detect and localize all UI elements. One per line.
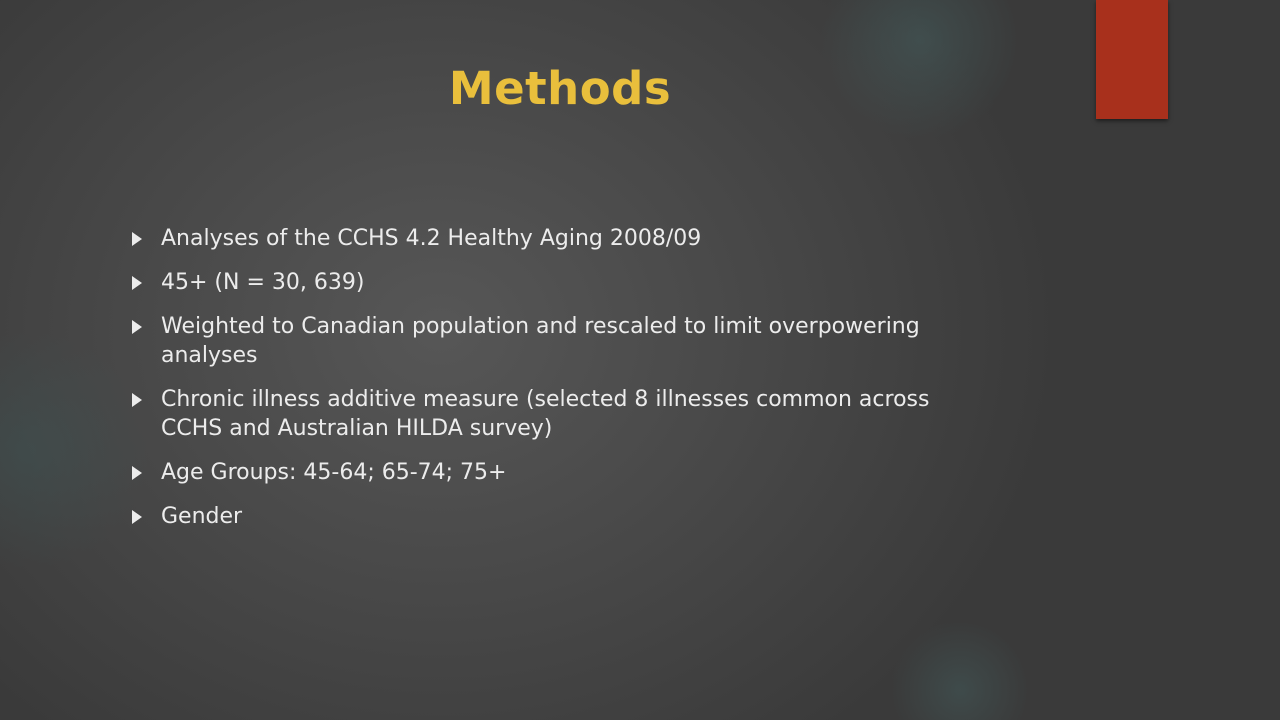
background-glow (0, 330, 150, 570)
bullet-item (130, 385, 970, 443)
triangle-right-icon (132, 466, 142, 480)
bullet-text: 45+ (N = 30, 639) (161, 270, 365, 295)
accent-bar (1096, 0, 1168, 119)
bullet-text: Weighted to Canadian population and rescaled to limit overpowering analyses (161, 314, 920, 368)
bullet-item (130, 502, 970, 531)
bullet-text: Gender (161, 504, 243, 529)
triangle-right-icon (132, 276, 142, 290)
background-glow (820, 0, 1020, 140)
bullet-item (130, 458, 970, 487)
triangle-right-icon (132, 232, 142, 246)
triangle-right-icon (132, 393, 142, 407)
triangle-right-icon (132, 510, 142, 524)
bullet-text: Analyses of the CCHS 4.2 Healthy Aging 2008/09 (161, 226, 702, 251)
background-glow (890, 620, 1030, 720)
bullet-list (130, 224, 970, 546)
bullet-item (130, 268, 970, 297)
slide-title: Methods (448, 62, 672, 115)
bullet-item (130, 224, 970, 253)
bullet-text: Chronic illness additive measure (selected 8 illnesses common across CCHS and Australian HILDA survey) (161, 387, 930, 441)
bullet-text: Age Groups: 45-64; 65-74; 75+ (161, 460, 507, 485)
bullet-item (130, 312, 970, 370)
triangle-right-icon (132, 320, 142, 334)
